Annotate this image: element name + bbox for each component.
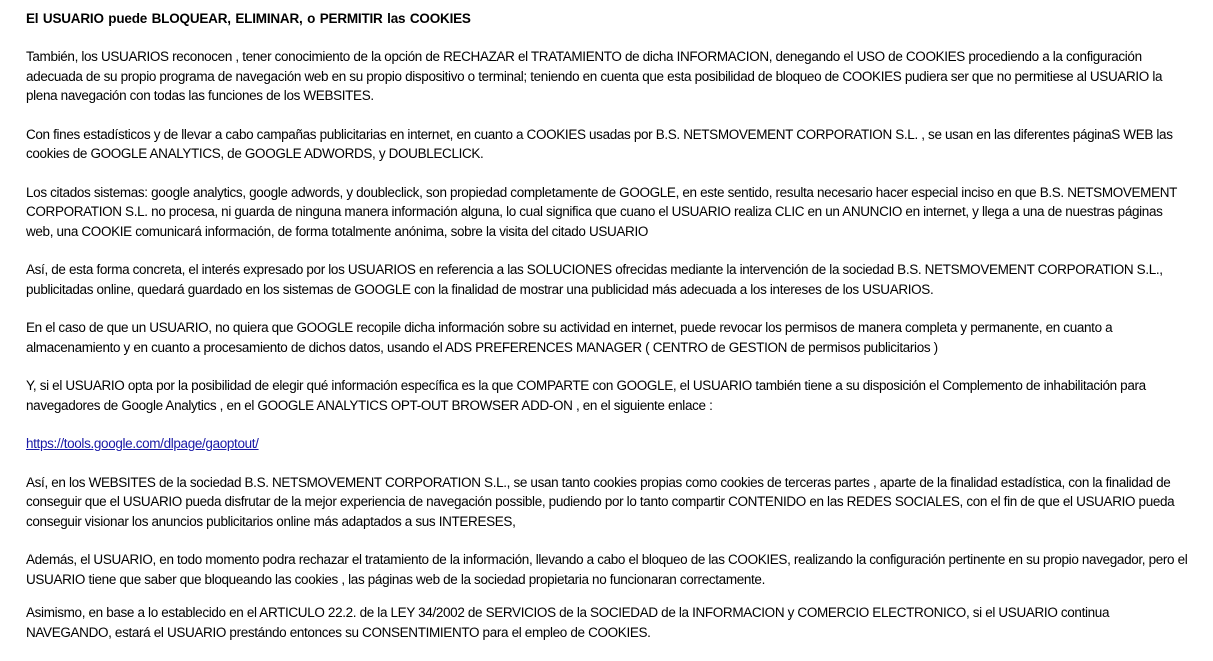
link-paragraph (26, 434, 1191, 454)
paragraph-statistics: Con fines estadísticos y de llevar a cabo campañas publicitarias en internet, en cuanto a COOKIES usadas por B.S. NETSMOVEMENT CORPORATION S.L. , se usan en las diferentes páginaS WEB las cookies de GOOGLE ANALYTICS, de GOOGLE ADWORDS, y DOUBLECLICK. (26, 126, 1173, 161)
cookie-policy-section (26, 9, 1191, 661)
paragraph-google-ownership: Los citados sistemas: google analytics, google adwords, y doubleclick, son propiedad completamente de GOOGLE, en este sentido, resulta necesario hacer especial inciso en que B.S. NETSMOVEMENT CORPORATION S.L. no procesa, ni guarda de ninguna manera información alguna, lo cual significa que cuano el USUARIO realiza CLIC en un ANUNCIO en internet, y llega a una de nuestras páginas web, una COOKIE comunicará información, de forma totalmente anónima, sobre la visita del citado USUARIO (26, 184, 1177, 239)
paragraph-third-party: Así, en los WEBSITES de la sociedad B.S. NETSMOVEMENT CORPORATION S.L., se usan tanto cookies propias como cookies de terceras partes , aparte de la finalidad estadística, con la finalidad de conseguir que el USUARIO pueda disfrutar de la mejor experiencia de navegación possible, pudiendo por lo tanto compartir CONTENIDO en las REDES SOCIALES, con el fin de que el USUARIO pueda conseguir visionar los anuncios publicitarios online más adaptados a sus INTERESES, (26, 474, 1175, 529)
paragraph-opt-out: Y, si el USUARIO opta por la posibilidad de elegir qué información específica es la que COMPARTE con GOOGLE, el USUARIO también tiene a su disposición el Complemento de inhabilitación para navegadores de Google Analytics , en el GOOGLE ANALYTICS OPT-OUT BROWSER ADD-ON , en el siguiente enlace : (26, 378, 1146, 413)
paragraph-blocking: Además, el USUARIO, en todo momento podra rechazar el tratamiento de la información, llevando a cabo el bloqueo de las COOKIES, realizando la configuración pertinente en su propio navegador, pero el USUARIO tiene que saber que bloqueando las cookies , las páginas web de la sociedad propietaria no funcionaran correctamente. (26, 552, 1188, 587)
paragraph-reject-cookies: También, los USUARIOS reconocen , tener conocimiento de la opción de RECHAZAR el TRATAMIENTO de dicha INFORMACION, denegando el USO de COOKIES procediendo a la configuración adecuada de su propio programa de navegación web en su propio dispositivo o terminal; teniendo en cuenta que esta posibilidad de bloqueo de COOKIES pudiera ser que no permitiese al USUARIO la plena navegación con todas las funciones de los WEBSITES. (26, 49, 1163, 103)
section-title: El USUARIO puede BLOQUEAR, ELIMINAR, o PERMITIR las COOKIES (26, 11, 471, 26)
paragraph-consent: Asimismo, en base a lo establecido en el ARTICULO 22.2. de la LEY 34/2002 de SERVICIOS de la SOCIEDAD de la INFORMACION y COMERCIO ELECTRONICO, si el USUARIO continua NAVEGANDO, estará el USUARIO prestándo entonces su CONSENTIMIENTO para el empleo de COOKIES. (26, 605, 1110, 640)
gaoptout-link[interactable]: https://tools.google.com/dlpage/gaoptout/ (26, 436, 259, 451)
paragraph-revoke-permissions: En el caso de que un USUARIO, no quiera que GOOGLE recopile dicha información sobre su actividad en internet, puede revocar los permisos de manera completa y permanente, en cuanto a almacenamiento y en cuanto a procesamiento de dichos datos, usando el ADS PREFERENCES MANAGER ( CENTRO de GESTION de permisos publicitarios ) (26, 320, 1113, 355)
paragraph-interest: Así, de esta forma concreta, el interés expresado por los USUARIOS en referencia a las SOLUCIONES ofrecidas mediante la intervención de la sociedad B.S. NETSMOVEMENT CORPORATION S.L., publicitadas online, quedará guardado en los sistemas de GOOGLE con la finalidad de mostrar una publicidad más adecuada a los intereses de los USUARIOS. (26, 262, 1163, 297)
